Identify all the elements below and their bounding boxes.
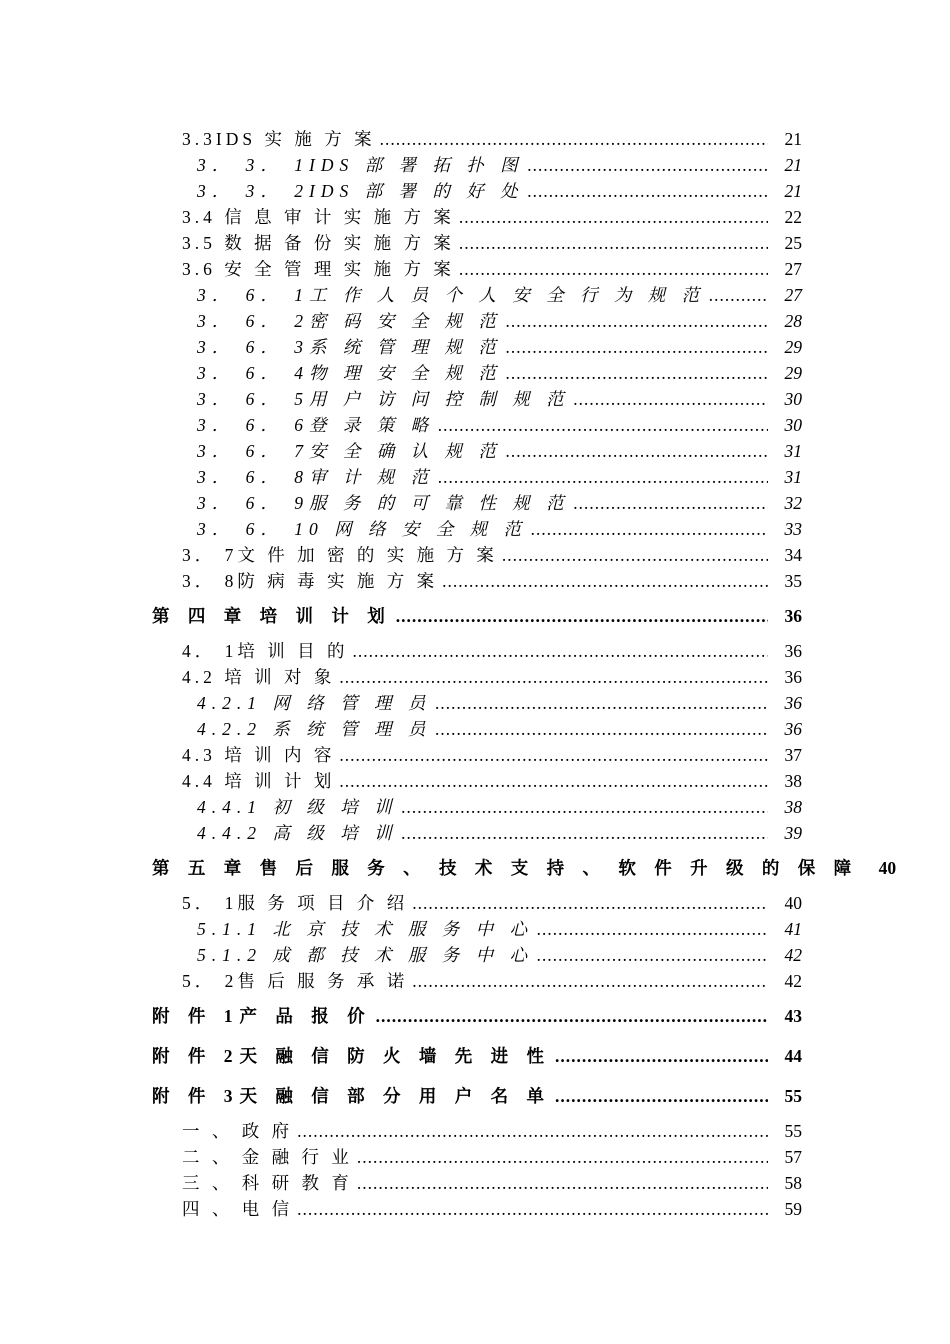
toc-dot-leader (402, 820, 769, 846)
toc-entry-page-number: 39 (784, 823, 802, 843)
toc-entry[interactable] (0, 152, 802, 178)
toc-dot-leader (339, 742, 768, 768)
toc-entry-label: 3． 6． 2密 码 安 全 规 范 (197, 311, 502, 331)
toc-entry-label: 3.5 数 据 备 份 实 施 方 案 (182, 233, 455, 253)
toc-entry-label: 5.1.1 北 京 技 术 服 务 中 心 (197, 919, 533, 939)
toc-dot-leader (537, 942, 768, 968)
toc-dot-leader (435, 716, 768, 742)
toc-entry-label: 一 、 政 府 (182, 1121, 294, 1141)
toc-entry[interactable] (0, 598, 802, 634)
toc-entry-label: 4.2.1 网 络 管 理 员 (197, 693, 432, 713)
toc-entry-page-number: 21 (784, 181, 802, 201)
toc-entry[interactable] (0, 968, 802, 994)
toc-entry[interactable] (0, 690, 802, 716)
toc-entry[interactable] (0, 1078, 802, 1114)
toc-dot-leader (380, 126, 768, 152)
toc-entry[interactable] (0, 230, 802, 256)
toc-entry-page-number: 36 (784, 667, 802, 687)
toc-entry-page-number: 55 (784, 1121, 802, 1141)
toc-dot-leader (555, 1038, 768, 1074)
toc-entry-label: 5． 2售 后 服 务 承 诺 (182, 971, 409, 991)
toc-entry-page-number: 38 (784, 797, 802, 817)
toc-entry-label: 3.6 安 全 管 理 实 施 方 案 (182, 259, 455, 279)
toc-entry[interactable] (0, 568, 802, 594)
toc-entry[interactable] (0, 890, 802, 916)
toc-entry[interactable] (0, 490, 802, 516)
toc-entry-page-number: 36 (784, 606, 802, 626)
toc-entry[interactable] (0, 308, 802, 334)
toc-entry-page-number: 30 (784, 389, 802, 409)
toc-dot-leader (435, 690, 768, 716)
toc-dot-leader (574, 490, 768, 516)
toc-entry-label: 4.3 培 训 内 容 (182, 745, 336, 765)
toc-entry-page-number: 29 (784, 363, 802, 383)
table-of-contents (0, 126, 950, 1222)
toc-entry[interactable] (0, 716, 802, 742)
toc-entry-label: 3． 6． 9服 务 的 可 靠 性 规 范 (197, 493, 570, 513)
toc-dot-leader (502, 542, 768, 568)
toc-dot-leader (442, 568, 768, 594)
toc-entry[interactable] (0, 942, 802, 968)
toc-entry[interactable] (0, 438, 802, 464)
toc-entry-label: 第 五 章 售 后 服 务 、 技 术 支 持 、 软 件 升 级 的 保 障 (152, 858, 859, 878)
toc-entry-label: 3． 3． 2IDS 部 署 的 好 处 (197, 181, 524, 201)
toc-entry-label: 第 四 章 培 训 计 划 (152, 606, 392, 626)
toc-dot-leader (438, 464, 768, 490)
toc-entry-label: 三 、 科 研 教 育 (182, 1173, 353, 1193)
toc-entry-label: 3． 6． 8审 计 规 范 (197, 467, 435, 487)
toc-entry-page-number: 43 (784, 1006, 802, 1026)
toc-entry-page-number: 33 (784, 519, 802, 539)
toc-entry-label: 附 件 2天 融 信 防 火 墙 先 进 性 (152, 1046, 551, 1066)
toc-entry-page-number: 31 (784, 467, 802, 487)
toc-entry-label: 4.4.1 初 级 培 训 (197, 797, 398, 817)
toc-entry-page-number: 29 (784, 337, 802, 357)
toc-entry-page-number: 27 (784, 259, 802, 279)
toc-entry-label: 3． 6． 3系 统 管 理 规 范 (197, 337, 502, 357)
toc-entry-page-number: 35 (784, 571, 802, 591)
toc-entry[interactable] (0, 542, 802, 568)
toc-entry-label: 4.4 培 训 计 划 (182, 771, 336, 791)
toc-entry[interactable] (0, 1118, 802, 1144)
toc-entry-label: 3． 6． 6登 录 策 略 (197, 415, 435, 435)
toc-entry[interactable] (0, 178, 802, 204)
toc-entry-label: 4． 1培 训 目 的 (182, 641, 349, 661)
toc-dot-leader (297, 1118, 768, 1144)
toc-entry-page-number: 28 (784, 311, 802, 331)
toc-entry-label: 3． 6． 5用 户 访 问 控 制 规 范 (197, 389, 570, 409)
toc-entry[interactable] (0, 386, 802, 412)
toc-dot-leader (339, 768, 768, 794)
toc-entry[interactable] (0, 638, 802, 664)
toc-entry-page-number: 42 (784, 945, 802, 965)
toc-entry-page-number: 27 (784, 285, 802, 305)
toc-entry[interactable] (0, 1170, 802, 1196)
toc-entry-label: 3.4 信 息 审 计 实 施 方 案 (182, 207, 455, 227)
toc-entry-page-number: 42 (784, 971, 802, 991)
toc-entry-page-number: 41 (784, 919, 802, 939)
toc-dot-leader (396, 598, 768, 634)
toc-dot-leader (528, 178, 768, 204)
toc-entry-page-number: 32 (784, 493, 802, 513)
toc-entry-label: 3． 3． 1IDS 部 署 拓 扑 图 (197, 155, 524, 175)
toc-entry-page-number: 38 (784, 771, 802, 791)
toc-entry-page-number: 36 (784, 719, 802, 739)
toc-entry-label: 3． 6． 4物 理 安 全 规 范 (197, 363, 502, 383)
toc-dot-leader (357, 1144, 768, 1170)
toc-entry-page-number: 40 (878, 858, 897, 878)
toc-entry-page-number: 21 (784, 155, 802, 175)
toc-entry[interactable] (0, 334, 802, 360)
toc-dot-leader (555, 1078, 768, 1114)
toc-entry[interactable] (0, 742, 802, 768)
toc-entry-page-number: 57 (784, 1147, 802, 1167)
toc-entry-page-number: 21 (784, 129, 802, 149)
toc-entry[interactable] (0, 768, 802, 794)
toc-entry-page-number: 40 (784, 893, 802, 913)
toc-entry-page-number: 59 (784, 1199, 802, 1219)
toc-entry-label: 3． 6． 10 网 络 安 全 规 范 (197, 519, 527, 539)
toc-dot-leader (376, 998, 768, 1034)
toc-entry-label: 5． 1服 务 项 目 介 绍 (182, 893, 409, 913)
toc-entry[interactable] (0, 360, 802, 386)
toc-dot-leader (528, 152, 768, 178)
toc-entry[interactable] (0, 1144, 802, 1170)
toc-entry-page-number: 31 (784, 441, 802, 461)
toc-entry[interactable] (0, 664, 802, 690)
toc-dot-leader (574, 386, 768, 412)
toc-entry-label: 4.4.2 高 级 培 训 (197, 823, 398, 843)
toc-entry-page-number: 44 (784, 1046, 802, 1066)
toc-entry-label: 3． 8防 病 毒 实 施 方 案 (182, 571, 439, 591)
toc-entry[interactable] (0, 1196, 802, 1222)
toc-entry[interactable] (0, 998, 802, 1034)
toc-entry[interactable] (0, 1038, 802, 1074)
toc-entry[interactable] (0, 794, 802, 820)
toc-dot-leader (506, 308, 768, 334)
toc-entry-page-number: 37 (784, 745, 802, 765)
toc-dot-leader (412, 968, 768, 994)
toc-dot-leader (297, 1196, 768, 1222)
toc-entry-page-number: 25 (784, 233, 802, 253)
toc-entry[interactable] (0, 464, 802, 490)
toc-dot-leader (531, 516, 768, 542)
toc-entry[interactable] (0, 850, 897, 886)
toc-entry-label: 4.2 培 训 对 象 (182, 667, 336, 687)
toc-dot-leader (506, 360, 768, 386)
toc-dot-leader (459, 230, 768, 256)
toc-dot-leader (402, 794, 769, 820)
toc-entry-label: 四 、 电 信 (182, 1199, 294, 1219)
toc-dot-leader (506, 438, 768, 464)
toc-dot-leader (459, 204, 768, 230)
toc-dot-leader (438, 412, 768, 438)
toc-entry[interactable] (0, 204, 802, 230)
toc-entry-label: 4.2.2 系 统 管 理 员 (197, 719, 432, 739)
toc-entry-label: 5.1.2 成 都 技 术 服 务 中 心 (197, 945, 533, 965)
toc-entry-label: 3． 6． 7安 全 确 认 规 范 (197, 441, 502, 461)
toc-entry[interactable] (0, 820, 802, 846)
toc-entry-page-number: 22 (784, 207, 802, 227)
toc-dot-leader (506, 334, 768, 360)
toc-entry-label: 3.3IDS 实 施 方 案 (182, 129, 376, 149)
toc-entry[interactable] (0, 282, 802, 308)
toc-entry-page-number: 55 (784, 1086, 802, 1106)
toc-entry-label: 附 件 3天 融 信 部 分 用 户 名 单 (152, 1086, 551, 1106)
toc-entry[interactable] (0, 126, 802, 152)
toc-entry[interactable] (0, 256, 802, 282)
toc-entry-label: 3． 7文 件 加 密 的 实 施 方 案 (182, 545, 498, 565)
toc-entry-page-number: 30 (784, 415, 802, 435)
toc-entry[interactable] (0, 916, 802, 942)
toc-dot-leader (412, 890, 768, 916)
toc-dot-leader (459, 256, 768, 282)
toc-entry-page-number: 58 (784, 1173, 802, 1193)
toc-dot-leader (537, 916, 768, 942)
toc-entry-page-number: 36 (784, 641, 802, 661)
toc-entry-label: 3． 6． 1工 作 人 员 个 人 安 全 行 为 规 范 (197, 285, 706, 305)
toc-dot-leader (709, 282, 768, 308)
toc-entry-page-number: 34 (784, 545, 802, 565)
toc-dot-leader (357, 1170, 768, 1196)
toc-dot-leader (339, 664, 768, 690)
toc-entry-label: 二 、 金 融 行 业 (182, 1147, 353, 1167)
toc-entry-page-number: 36 (784, 693, 802, 713)
toc-entry-label: 附 件 1产 品 报 价 (152, 1006, 372, 1026)
toc-dot-leader (353, 638, 769, 664)
toc-entry[interactable] (0, 516, 802, 542)
toc-entry[interactable] (0, 412, 802, 438)
